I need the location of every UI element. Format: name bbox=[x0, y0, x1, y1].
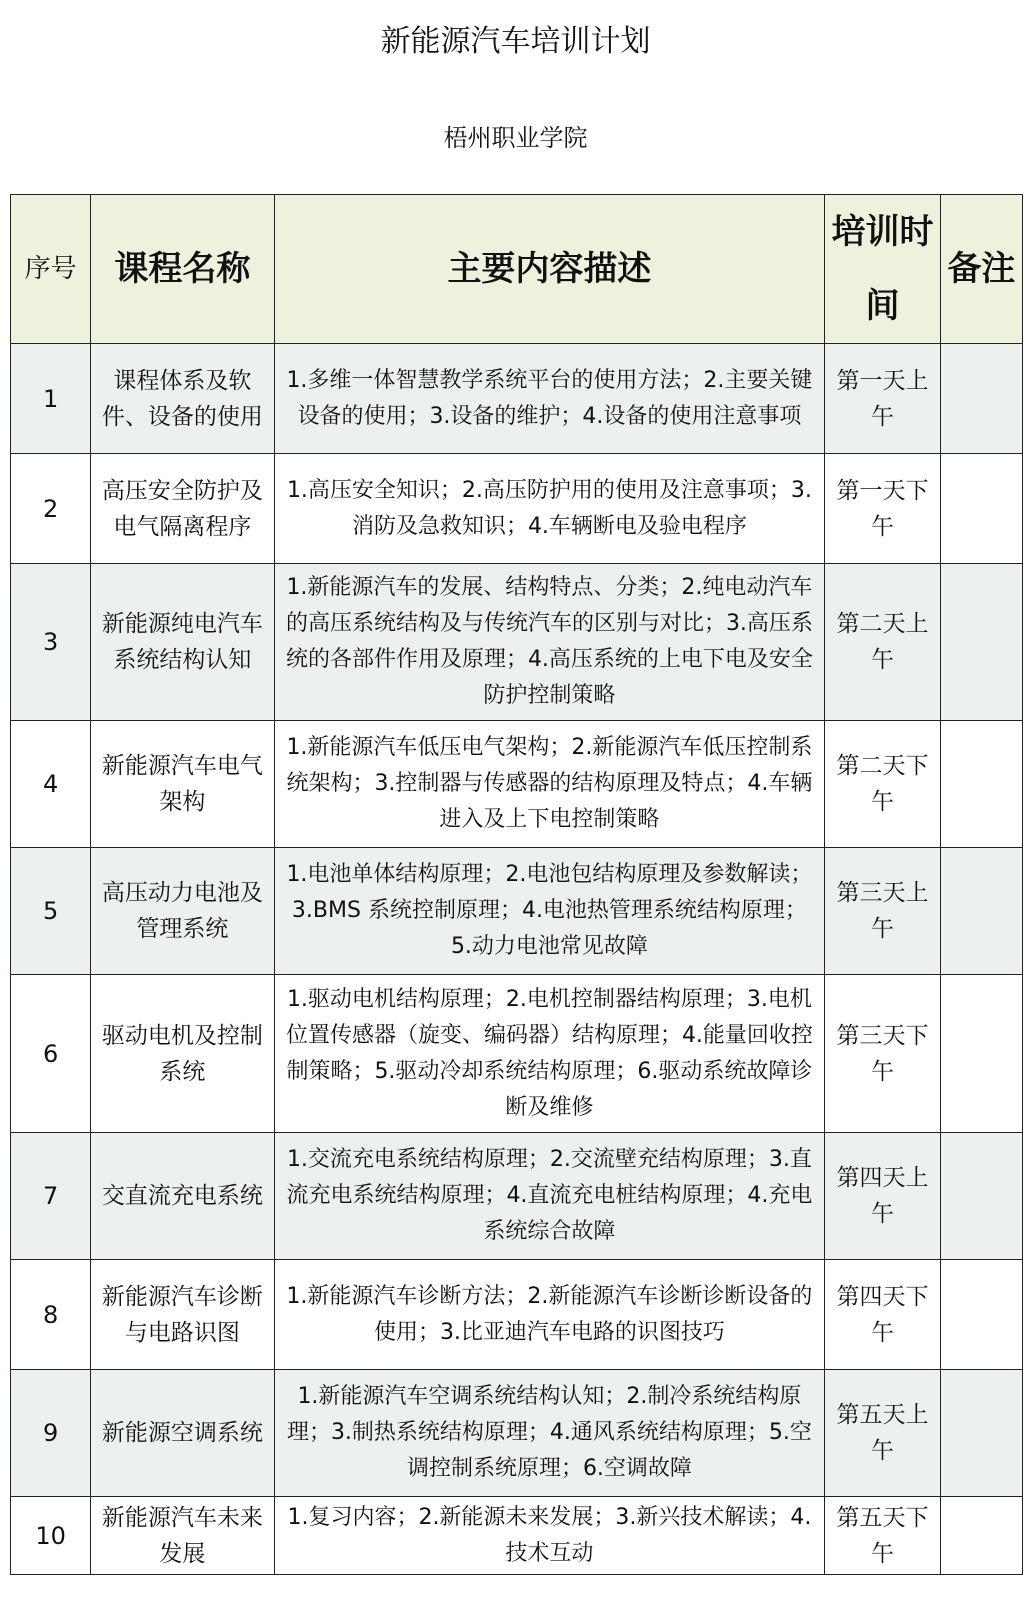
table-row bbox=[11, 1497, 1023, 1575]
row-remark bbox=[940, 848, 1022, 975]
table-row bbox=[11, 1370, 1023, 1497]
row-time: 第三天上午 bbox=[825, 848, 940, 975]
training-plan-table bbox=[10, 194, 1023, 1575]
table-row bbox=[11, 1133, 1023, 1260]
row-content: 1.电池单体结构原理；2.电池包结构原理及参数解读；3.BMS 系统控制原理；4.电池热管理系统结构原理；5.动力电池常见故障 bbox=[274, 848, 825, 975]
row-content: 1.新能源汽车的发展、结构特点、分类；2.纯电动汽车的高压系统结构及与传统汽车的区别与对比；3.高压系统的各部件作用及原理；4.高压系统的上电下电及安全防护控制策略 bbox=[274, 564, 825, 721]
table-row bbox=[11, 344, 1023, 454]
row-course-name: 驱动电机及控制系统 bbox=[91, 975, 274, 1133]
row-course-name: 新能源汽车电气架构 bbox=[91, 721, 274, 848]
header-seq: 序号 bbox=[11, 195, 91, 344]
row-remark bbox=[940, 1497, 1022, 1575]
row-course-name: 交直流充电系统 bbox=[91, 1133, 274, 1260]
row-remark bbox=[940, 1370, 1022, 1497]
row-time: 第二天上午 bbox=[825, 564, 940, 721]
row-remark bbox=[940, 564, 1022, 721]
row-content: 1.新能源汽车空调系统结构认知；2.制冷系统结构原理；3.制热系统结构原理；4.通风系统结构原理；5.空调控制系统原理；6.空调故障 bbox=[274, 1370, 825, 1497]
table-row bbox=[11, 564, 1023, 721]
table-row bbox=[11, 848, 1023, 975]
row-content: 1.交流充电系统结构原理；2.交流壁充结构原理；3.直流充电系统结构原理；4.直流充电桩结构原理；4.充电系统综合故障 bbox=[274, 1133, 825, 1260]
row-remark bbox=[940, 1260, 1022, 1370]
header-row bbox=[11, 195, 1023, 344]
row-time: 第一天上午 bbox=[825, 344, 940, 454]
row-time: 第一天下午 bbox=[825, 454, 940, 564]
row-seq: 1 bbox=[11, 344, 91, 454]
table-row bbox=[11, 454, 1023, 564]
row-time: 第二天下午 bbox=[825, 721, 940, 848]
row-seq: 8 bbox=[11, 1260, 91, 1370]
row-seq: 6 bbox=[11, 975, 91, 1133]
row-content: 1.驱动电机结构原理；2.电机控制器结构原理；3.电机位置传感器（旋变、编码器）结构原理；4.能量回收控制策略；5.驱动冷却系统结构原理；6.驱动系统故障诊断及维修 bbox=[274, 975, 825, 1133]
row-time: 第五天上午 bbox=[825, 1370, 940, 1497]
row-course-name: 新能源纯电汽车系统结构认知 bbox=[91, 564, 274, 721]
row-remark bbox=[940, 344, 1022, 454]
row-content: 1.新能源汽车诊断方法；2.新能源汽车诊断诊断设备的使用；3.比亚迪汽车电路的识图技巧 bbox=[274, 1260, 825, 1370]
header-content-description: 主要内容描述 bbox=[274, 195, 825, 344]
header-training-time: 培训时间 bbox=[825, 195, 940, 344]
row-remark bbox=[940, 975, 1022, 1133]
row-remark bbox=[940, 454, 1022, 564]
row-course-name: 新能源汽车未来发展 bbox=[91, 1497, 274, 1575]
row-seq: 3 bbox=[11, 564, 91, 721]
row-course-name: 新能源空调系统 bbox=[91, 1370, 274, 1497]
row-time: 第四天下午 bbox=[825, 1260, 940, 1370]
row-course-name: 高压安全防护及电气隔离程序 bbox=[91, 454, 274, 564]
row-seq: 9 bbox=[11, 1370, 91, 1497]
header-remark: 备注 bbox=[940, 195, 1022, 344]
row-seq: 2 bbox=[11, 454, 91, 564]
row-time: 第五天下午 bbox=[825, 1497, 940, 1575]
table-row bbox=[11, 975, 1023, 1133]
row-time: 第三天下午 bbox=[825, 975, 940, 1133]
row-course-name: 高压动力电池及管理系统 bbox=[91, 848, 274, 975]
row-seq: 10 bbox=[11, 1497, 91, 1575]
row-content: 1.复习内容；2.新能源未来发展；3.新兴技术解读；4.技术互动 bbox=[274, 1497, 825, 1575]
row-content: 1.高压安全知识；2.高压防护用的使用及注意事项；3.消防及急救知识；4.车辆断电及验电程序 bbox=[274, 454, 825, 564]
table-row bbox=[11, 721, 1023, 848]
table-row bbox=[11, 1260, 1023, 1370]
header-course-name: 课程名称 bbox=[91, 195, 274, 344]
row-course-name: 课程体系及软件、设备的使用 bbox=[91, 344, 274, 454]
row-content: 1.新能源汽车低压电气架构；2.新能源汽车低压控制系统架构；3.控制器与传感器的结构原理及特点；4.车辆进入及上下电控制策略 bbox=[274, 721, 825, 848]
row-course-name: 新能源汽车诊断与电路识图 bbox=[91, 1260, 274, 1370]
row-seq: 4 bbox=[11, 721, 91, 848]
row-content: 1.多维一体智慧教学系统平台的使用方法；2.主要关键设备的使用；3.设备的维护；4.设备的使用注意事项 bbox=[274, 344, 825, 454]
row-seq: 5 bbox=[11, 848, 91, 975]
row-seq: 7 bbox=[11, 1133, 91, 1260]
row-time: 第四天上午 bbox=[825, 1133, 940, 1260]
row-remark bbox=[940, 1133, 1022, 1260]
row-remark bbox=[940, 721, 1022, 848]
document-subtitle: 梧州职业学院 bbox=[443, 124, 588, 152]
document-title: 新能源汽车培训计划 bbox=[380, 24, 651, 59]
